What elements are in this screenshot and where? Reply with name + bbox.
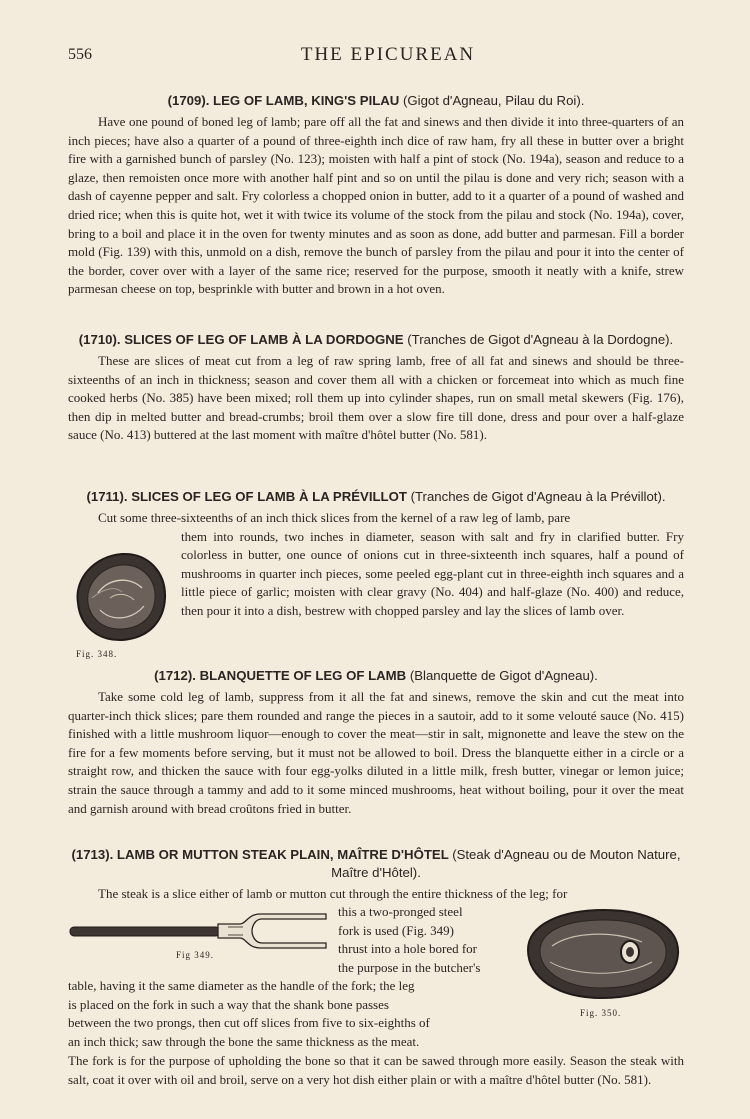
recipe-body: Take some cold leg of lamb, suppress from it all the fat and sinews, remove the skin and cut the meat into quarter-inch thick slices; pare them rounded and range the pieces in a sautoir, add to it some velouté sauce (No. 415) finished with a little mushroom liquor—enough to cover the meat—stir in salt, mignonette and leave the stew on the fire for a few moments before serving, but it must not be allowed to boil. Dress the blanquette either in a circle or a straight row, and thicken the sauce with four egg-yolks diluted in a little milk, fresh butter, vinegar or lemon juice; strain the sauce through a tammy and add to it some minced mushrooms, heat without boiling, pour it over the meat and garnish around with bread croûtons fried in butter. bbox=[68, 689, 684, 816]
recipe-title-english: (1712). BLANQUETTE OF LEG OF LAMB bbox=[154, 668, 407, 683]
recipe-title-english: (1711). SLICES OF LEG OF LAMB À LA PRÉVILLOT bbox=[86, 489, 407, 504]
recipe-body-first-line: Cut some three-sixteenths of an inch thick slices from the kernel of a raw leg of lamb, pare bbox=[98, 510, 571, 525]
text-line: between the two prongs, then cut off slices from five to six-eighths of bbox=[68, 1015, 430, 1031]
recipe-1713-end: The fork is for the purpose of upholding the bone so that it can be sawed through more easily. Season the steak with salt, coat it over with oil and broil, serve on a very hot dish either plain or with a maître d'hôtel butter (No. 581). bbox=[68, 1053, 684, 1087]
figure-348-caption: Fig. 348. bbox=[76, 649, 118, 659]
text-line: thrust into a hole bored for bbox=[338, 941, 477, 957]
figure-349-caption: Fig 349. bbox=[176, 950, 215, 960]
recipe-1713-narrow-column bbox=[338, 903, 508, 977]
running-title: THE EPICUREAN bbox=[300, 44, 476, 65]
text-line: table, having it the same diameter as the handle of the fork; the leg bbox=[68, 978, 415, 993]
recipe-title-english: (1713). LAMB OR MUTTON STEAK PLAIN, MAÎTRE D'HÔTEL bbox=[71, 847, 449, 862]
text-line: the purpose in the butcher's bbox=[338, 959, 481, 975]
recipe-title-english: (1710). SLICES OF LEG OF LAMB À LA DORDOGNE bbox=[78, 332, 404, 347]
lamb-steak-illustration bbox=[522, 906, 684, 1002]
lamb-slice-illustration bbox=[70, 548, 170, 644]
text-line: this a two-pronged steel bbox=[338, 904, 463, 919]
recipe-title-french: (Tranches de Gigot d'Agneau à la Dordogne). bbox=[407, 332, 674, 347]
recipe-title-english: (1709). LEG OF LAMB, KING'S PILAU bbox=[167, 93, 400, 108]
recipe-1709 bbox=[68, 92, 684, 299]
recipe-title bbox=[68, 331, 684, 349]
recipe-title-french: (Gigot d'Agneau, Pilau du Roi). bbox=[403, 93, 585, 108]
figure-348 bbox=[70, 548, 170, 644]
page-header bbox=[68, 46, 708, 70]
recipe-title-french: (Tranches de Gigot d'Agneau à la Prévillot). bbox=[410, 489, 666, 504]
text-line: fork is used (Fig. 349) bbox=[338, 922, 454, 938]
recipe-body-first-line: The steak is a slice either of lamb or mutton cut through the entire thickness of the leg; for bbox=[98, 886, 568, 901]
recipe-body: Have one pound of boned leg of lamb; pare off all the fat and sinews and then divide it into three-quarters of an inch pieces; have also a quarter of a pound of three-eighth inch dice of raw ham, fry all these in butter over a bright fire with a garnished bunch of parsley (No. 123); moisten with half a pint of stock (No. 194a), season and reduce to a glaze, then remoisten once more with another half pint and so on until the pilau is done and very rich; season with a dash of cayenne pepper and salt. Fry colorless a chopped onion in butter, add to it a quarter of a pound of washed and dried rice; when this is quite hot, wet it with twice its volume of the stock from the pilau and stock (No. 194a), cover, bring to a boil and place it in the oven for twenty minutes and as soon as done, add butter and parmesan. Fill a border mold (Fig. 139) with this, unmold on a dish, remove the bunch of parsley from the pilau and pour it into the center of the border, cover over with a layer of the same rice; reserved for the purpose, smooth it neatly with a knife, strew parmesan cheese on top, besprinkle with butter and brown in a hot oven. bbox=[68, 114, 684, 297]
page-number: 556 bbox=[68, 46, 92, 63]
text-line: an inch thick; saw through the bone the same thickness as the meat. bbox=[68, 1033, 420, 1049]
recipe-title bbox=[68, 846, 684, 882]
text-line: is placed on the fork in such a way that the shank bone passes bbox=[68, 996, 389, 1012]
recipe-title-french: (Steak d'Agneau ou de Mouton Nature, Maître d'Hôtel). bbox=[331, 847, 681, 880]
recipe-title-french: (Blanquette de Gigot d'Agneau). bbox=[409, 668, 598, 683]
recipe-1710 bbox=[68, 331, 684, 445]
figure-349 bbox=[68, 910, 330, 954]
recipe-title bbox=[68, 488, 684, 506]
recipe-1712 bbox=[68, 667, 684, 818]
recipe-title bbox=[68, 667, 684, 685]
recipe-title bbox=[68, 92, 684, 110]
recipe-body: These are slices of meat cut from a leg of raw spring lamb, free of all fat and sinews and should be three-sixteenths of an inch in thickness; season and cover them all with a chicken or forcemeat into which as much fine cooked herbs (No. 385) have been mixed; roll them up into cylinder shapes, run on small metal skewers (Fig. 176), then dip in melted butter and bread-crumbs; broil them over a slow fire till done, dress and pour over a half-glaze sauce (No. 413) buttered at the last moment with maître d'hôtel butter (No. 581). bbox=[68, 353, 684, 443]
recipe-1713 bbox=[68, 846, 684, 904]
recipe-1713-wrapped-column bbox=[68, 977, 506, 1051]
recipe-body-wrapped: them into rounds, two inches in diameter, season with salt and fry in clarified butter. Fry colorless in butter, one ounce of onions cut in three-sixteenth inch squares, half a pound of mushrooms in quarter inch pieces, some peeled egg-plant cut in three-eighth inch squares and a little piece of garlic; moisten with clear gravy (No. 404) and half-glaze (No. 400) and reduce, then pour it into a dish, bestrew with chopped parsley and lay the slices of lamb over. bbox=[181, 528, 684, 618]
figure-350 bbox=[522, 906, 684, 1002]
two-pronged-fork-illustration bbox=[68, 910, 330, 954]
figure-350-caption: Fig. 350. bbox=[580, 1008, 622, 1018]
